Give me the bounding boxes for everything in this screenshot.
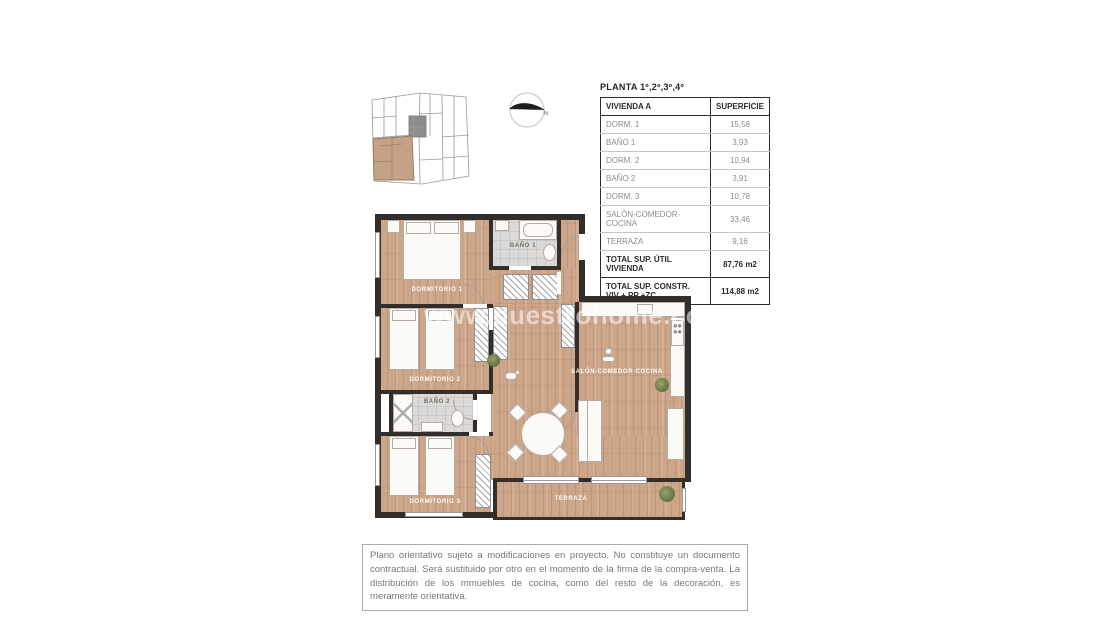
key-plan-drawing	[362, 80, 476, 194]
window	[375, 232, 380, 278]
row-value: 87,76 m2	[710, 251, 769, 278]
table-row	[601, 134, 770, 152]
sink	[495, 220, 509, 231]
sideboard	[667, 408, 684, 460]
row-label: TERRAZA	[601, 233, 711, 251]
compass-n-label: N	[544, 111, 548, 117]
door-opening	[509, 266, 531, 270]
room-label-dormitorio-3: DORMITORIO 3	[409, 499, 461, 505]
row-value: 114,88 m2	[710, 278, 769, 305]
bathtub-inner	[523, 223, 553, 237]
row-value: 10,78	[710, 188, 769, 206]
pillow	[434, 222, 459, 234]
sofa	[578, 400, 602, 462]
row-value: 10,94	[710, 152, 769, 170]
person-figure-body	[602, 356, 615, 362]
table-header-row	[601, 98, 770, 116]
window	[375, 316, 380, 358]
watermark: www.nuestrohome.com	[424, 300, 726, 330]
toilet	[451, 410, 464, 427]
door-opening	[473, 400, 477, 420]
row-label: DORM. 1	[601, 116, 711, 134]
door-opening	[557, 272, 561, 294]
disclaimer-text: Plano orientativo sujeto a modificaciones en proyecto. No constituye un documento contractual. Será sustituido por otro en el momento de la firma de la compra-venta. La distribución de los mmuebles de cocina, como del resto de la decoración, es meramente orientativa.	[362, 544, 748, 611]
wardrobe	[532, 274, 558, 300]
row-label: SALÓN-COMEDOR-COCINA	[601, 206, 711, 233]
row-label: DORM. 2	[601, 152, 711, 170]
row-label: DORM. 3	[601, 188, 711, 206]
row-value: 15,58	[710, 116, 769, 134]
row-value: 33,46	[710, 206, 769, 233]
nightstand	[387, 220, 400, 233]
room-label-terraza: TERRAZA	[554, 496, 588, 502]
room-terraza	[495, 480, 683, 518]
toilet	[543, 244, 556, 261]
plant-icon	[487, 354, 500, 367]
dog-figure-head	[515, 370, 520, 375]
floor-plan	[375, 206, 691, 524]
room-label-salon: SALÓN-COMEDOR-COCINA	[571, 369, 663, 375]
plant-icon	[655, 378, 669, 392]
row-label: BAÑO 1	[601, 134, 711, 152]
nightstand	[463, 220, 476, 233]
wardrobe	[475, 454, 491, 508]
row-label: TOTAL SUP. CONSTR.	[601, 278, 711, 305]
pillow	[392, 438, 416, 449]
column-header-vivienda: VIVIENDA A	[601, 98, 711, 116]
row-value: 3,93	[710, 134, 769, 152]
table-row	[601, 116, 770, 134]
sliding-door	[523, 476, 579, 484]
room-label-dormitorio-2: DORMITORIO 2	[409, 377, 461, 383]
table-row	[601, 170, 770, 188]
entry-door-opening	[579, 234, 585, 260]
compass-north-icon	[501, 84, 553, 136]
window	[375, 444, 380, 486]
pillow	[428, 438, 452, 449]
window	[405, 512, 463, 517]
pillow	[406, 222, 431, 234]
door-opening	[469, 432, 489, 436]
room-label-bano-2: BAÑO 2	[423, 399, 451, 405]
plant-icon	[659, 486, 675, 502]
page-title: PLANTA 1º,2º,3º,4º	[600, 82, 685, 92]
wardrobe	[503, 274, 529, 300]
table-row	[601, 188, 770, 206]
room-label-bano-1: BAÑO 1	[509, 243, 537, 249]
building-key-plan	[362, 80, 476, 194]
row-value: 9,16	[710, 233, 769, 251]
highlighted-unit-shape	[373, 136, 414, 180]
sliding-door	[591, 476, 647, 484]
shower	[393, 394, 413, 432]
column-header-superficie: SUPERFICIE	[710, 98, 769, 116]
row-label: TOTAL SUP. ÚTIL VIVIENDA	[601, 251, 711, 278]
pillow	[392, 310, 416, 321]
person-figure	[605, 348, 612, 355]
room-label-dormitorio-1: DORMITORIO 1	[411, 287, 463, 293]
row-label: BAÑO 2	[601, 170, 711, 188]
window	[682, 488, 686, 512]
table-row	[601, 152, 770, 170]
row-value: 3,91	[710, 170, 769, 188]
sink	[421, 422, 443, 432]
